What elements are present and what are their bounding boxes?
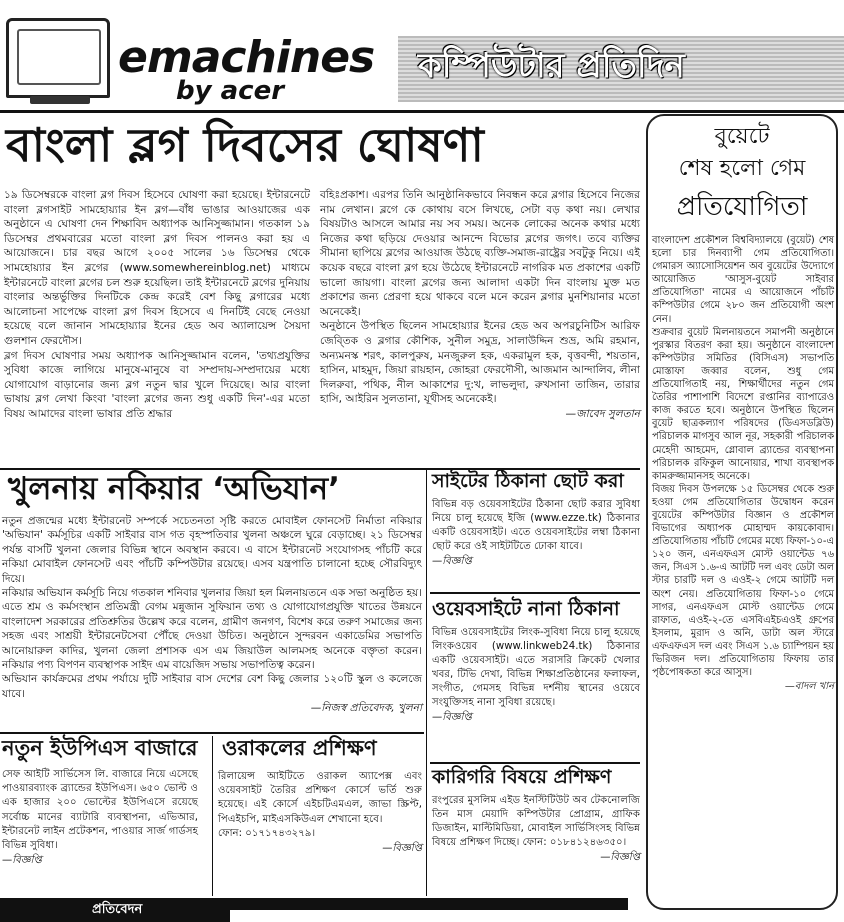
footer-panel (230, 910, 628, 922)
sidebar-headline-2: শেষ হলো গেম (678, 156, 806, 181)
khulna-paragraph: নকিয়ার অভিযান কর্মসূচি নিয়ে গতকাল শনিবার খুলনার জিয়া হল মিলনায়তনে এক সভা অনুষ্ঠিত হয়। এতে শ্রম ও কর্মসংস্থান প্রতিমন্ত্রী বেগম মন্নুজান সুফিয়ান তথ্য ও যোগাযোগপ্রযুক্তি খাতের উন্নয়নে বাংলাদেশ সরকারের প্রতিশ্রুতির উল্লেখ করে বলেন, গ্রামীণ জনগণ, বিশেষ করে তরুণ সমাজের জন্য সহজ এবং সাশ্রয়ী ইন্টারনেটসেবা পৌঁছে দেওয়া উচিত। অনুষ্ঠানে সুন্দরবন একাডেমির সভাপতি আনোয়ারুল কাদির, খুলনা জেলা প্রশাসক এস এম জিয়াউল আলমসহ অনেকে বক্তৃতা করেন। নকিয়ার পণ্য বিপণন ব্যবস্থাপক সাইদ এম বায়েজিদ সভায় সভাপতিত্ব করেন। (2, 587, 422, 672)
sidebar-paragraph: শুক্রবার বুয়েট মিলনায়তনে সমাপনী অনুষ্ঠানে পুরস্কার বিতরণ করা হয়। অনুষ্ঠানে বাংলাদেশ কম্পিউটার সমিতির (বিসিএস) সভাপতি মোস্তাফা জব্বার বলেন, শুধু গেম প্রতিযোগিতাই নয়, শিক্ষার্থীদের নতুন গেম তৈরির পাশাপাশি বিদেশে রপ্তানির ব্যাপারেও কাজ করতে হবে। অনুষ্ঠানে উপস্থিত ছিলেন বুয়েট ছাত্রকল্যাণ পরিষদের (ডিএসডব্লিউ) পরিচালক মাগসুব আল নূর, সহকারী পরিচালক মেহেদী আহমেদ, গ্লোবাল ব্র্যান্ডের ব্যবস্থাপনা পরিচালক রফিকুল আনোয়ার, শাখা ব্যবস্থাপক কামরুজ্জামানসহ অনেকে। (652, 326, 834, 482)
oracle-paragraph: রিলায়েন্স আইটিতে ওরাকল অ্যাপেক্স এবং ওয়েবসাইট তৈরির প্রশিক্ষণ কোর্সে ভর্তি শুরু হয়েছে। এই কোর্সে এইচটিএমএল, জাভা স্ক্রিপ্ট, পিএইচপি, মাইএসকিউএল শেখানো হবে। (218, 771, 422, 825)
tech-paragraph: রংপুরের মুসলিম এইড ইনস্টিটিউট অব টেকনোলজি তিন মাস মেয়াদি কম্পিউটার প্রোগ্রাম, গ্রাফিক ডিজাইন, মাল্টিমিডিয়া, মোবাইল সার্ভিসিংসহ বিভিন্ন বিষয়ে প্রশিক্ষণ দিচ্ছে। ফোন: ০১৮৪১২৪৬৩৫০। (432, 795, 640, 848)
oracle-headline: ওরাকলের প্রশিক্ষণ (222, 736, 377, 760)
ups-headline: নতুন ইউপিএস বাজারে (2, 736, 198, 760)
sidebar-paragraph: বাংলাদেশ প্রকৌশল বিশ্ববিদ্যালয়ে (বুয়েট) শেষ হলো চার দিনব্যাপী গেম প্রতিযোগিতা। গেমারস অ্যাসোসিয়েশন অব বুয়েটের উদ্যোগে আয়োজিত 'আসুস-বুয়েট সাইবার প্রতিযোগিতা' নামের এ আয়োজনে পাঁচটি কম্পিউটার গেমে ২৮০ জন প্রতিযোগী অংশ নেন। (652, 235, 834, 325)
column-divider (426, 470, 427, 896)
links-headline: ওয়েবসাইটে নানা ঠিকানা (432, 598, 620, 620)
sidebar-body (652, 234, 834, 694)
lead-col-1 (4, 188, 310, 422)
brand-logo: emachines (118, 32, 375, 83)
tech-headline: কারিগরি বিষয়ে প্রশিক্ষণ (432, 766, 612, 788)
oracle-byline: —বিজ্ঞপ্তি (382, 843, 422, 855)
site-short-paragraph: বিভিন্ন বড় ওয়েবসাইটের ঠিকানা ছোট করার সুবিধা নিয়ে চালু হয়েছে ইজি (www.ezze.tk) ঠিকানার একটি ওয়েবসাইট। এতে ওয়েবসাইটের লম্বা ঠিকানা ছোট করে ওই সাইটটিতে ঢোকা যাবে। (432, 499, 640, 552)
section-title: কম্পিউটার প্রতিদিন (418, 46, 685, 86)
khulna-body (2, 514, 422, 716)
site-short-headline: সাইটের ঠিকানা ছোট করা (432, 470, 624, 492)
sidebar-headline-3: প্রতিযোগিতা (676, 192, 808, 222)
section-rule (430, 762, 640, 764)
links-body (432, 626, 640, 725)
ups-paragraph: সেফ আইটি সার্ভিসেস লি. বাজারে নিয়ে এসেছে পাওয়ারব্যাংক ব্র্যান্ডের ইউপিএস। ৬৫০ ভোল্ট ও এক হাজার ২০০ ভোল্টের ইউপিএসে রয়েছে সর্বোচ্চ মানের ব্যাটারি ব্যবস্থাপনা, এভিআর, ইন্টারনেট লাইন প্রটেকশন, পাওয়ার সার্জ গার্ডসহ বিভিন্ন সুবিধা। (2, 769, 198, 852)
footer-label: প্রতিবেদন (92, 902, 143, 917)
section-rule (430, 592, 640, 594)
khulna-headline: খুলনায় নকিয়ার ‘অভিযান’ (8, 471, 340, 507)
masthead-rule (0, 110, 844, 113)
sidebar-paragraph: বিজয় দিবস উপলক্ষে ১৫ ডিসেম্বর থেকে শুরু হওয়া গেম প্রতিযোগিতার উদ্বোধন করেন বুয়েটের কম্পিউটার বিজ্ঞান ও প্রকৌশল বিভাগের অধ্যাপক মোহাম্মদ কায়কোবাদ। প্রতিযোগিতায় পাঁচটি গেমের মধ্যে ফিফা-১০-এ ১২০ জন, এনএফএস মোস্ট ওয়ান্টেড ৭৬ জন, সিএস ১.৬-এ আটটি দল এবং ডেটা অল স্টার চারটি দল ও এওই-২ গেমে আটটি দল অংশ নেয়। প্রতিযোগিতায় ফিফা-১০ গেমে সাগর, এনএফএস মোস্ট ওয়ান্টেড গেমে রাফাত, এওই-২-তে এসবিএইচএওই গ্রুপের ইসলাম, মুরাদ ও অনি, ডাটা অল স্টারে এফএফএস দল এবং সিএস ১.৬ চ্যাম্পিয়ন হয় ভিরিজন দল। প্রতিযোগিতায় ফিফায় তার পৃষ্ঠপোষকতা করে আসুস। (652, 483, 834, 679)
links-byline: —বিজ্ঞপ্তি (432, 712, 472, 723)
tech-body (432, 794, 640, 865)
khulna-byline: —নিজস্ব প্রতিবেদক, খুলনা (310, 702, 422, 715)
section-rule (0, 732, 424, 734)
brand-byline: by acer (176, 76, 285, 106)
khulna-paragraph: নতুন প্রজন্মের মধ্যে ইন্টারনেট সম্পর্কে সচেতনতা সৃষ্টি করতে মোবাইল ফোনসেট নির্মাতা নকিয়ার 'অভিযান' কর্মসূচির একটি সাইবার বাস গত বৃহস্পতিবার খুলনা অঞ্চলে ঘুরে বেড়াচ্ছে। ২১ ডিসেম্বর পর্যন্ত বাসটি খুলনা জেলার বিভিন্ন স্থানে অবস্থান করবে। এ বাসে ইন্টারনেট সংযোগসহ পাঁচটি করে নকিয়া মোবাইল ফোনসেট এবং পাঁচটি কম্পিউটার রয়েছে। এসব যন্ত্রপাতি চালানো হচ্ছে সৌরবিদ্যুৎ দিয়ে। (2, 515, 422, 585)
tech-byline: —বিজ্ঞপ্তি (600, 852, 640, 863)
ups-byline: —বিজ্ঞপ্তি (2, 855, 42, 867)
sidebar-byline: —বাদল খান (784, 681, 834, 693)
site-short-body (432, 498, 640, 569)
monitor-icon (6, 18, 110, 98)
monitor-stand (30, 96, 90, 104)
lead-paragraph: অনুষ্ঠানে উপস্থিত ছিলেন সামহোয়্যার ইনের হেড অব অপরচুনিটিস আরিফ জেব্তিক ও ব্লগার কৌশিক, সুনীল সমুদ্র, সালাউদ্দিন শুভ্র, অমি রহমান, অন্যমনস্ক শরৎ, কালপুরুষ, মনজুরুল হক, একরামুল হক, বৃত্তবন্দী, শয়তান, হাসিন, মাহমুদ, জিয়া রায়হান, জোহরা ফেরদৌসী, আজমান আন্দালিব, লীনা দিলরুবা, পথিক, নীল আকাশের দু:খ, লাভলুদা, রুখসানা তাজিন, তারার হাসি, আইরিন সুলতানা, যূথীসহ অনেকেই। (320, 320, 640, 406)
sidebar-headline-1: বুয়েটে (714, 124, 770, 149)
oracle-body (218, 770, 422, 856)
khulna-paragraph: অভিযান কার্যক্রমের প্রথম পর্যায়ে দুটি সাইবার বাস দেশের বেশ কিছু জেলার ১২০টি স্কুল ও কলেজে যাবে। (2, 673, 422, 700)
links-paragraph: বিভিন্ন ওয়েবসাইটের লিংক-সুবিধা নিয়ে চালু হয়েছে লিংকওয়েব (www.linkweb24.tk) ঠিকানার একটি ওয়েবসাইট। এতে সরাসরি ক্রিকেট খেলার খবর, টিভি দেখা, বিভিন্ন শিক্ষাপ্রতিষ্ঠানের ফলাফল, সংগীত, গেমসহ বিভিন্ন দর্শনীয় স্থানের ওয়েবে সংযুক্তিসহ নানা সুবিধা রয়েছে। (432, 627, 640, 708)
lead-paragraph: ব্লগ দিবস ঘোষণার সময় অধ্যাপক আনিসুজ্জামান বলেন, 'তথ্যপ্রযুক্তির সুবিধা কাজে লাগিয়ে মানুষে-মানুষে বা সম্প্রদায়-সম্প্রদায়ের মধ্যে যোগাযোগ বাড়ানোর জন্য ব্লগ নতুন দ্বার খুলে দিয়েছে। আর বাংলা ভাষায় ব্লগ লেখা কিংবা 'বাংলা ব্লগের জন্য শুধু একটি দিন'-এর মতো বিষয় আমাদের বাংলা ভাষার প্রতি শ্রদ্ধার (4, 349, 310, 420)
site-short-byline: —বিজ্ঞপ্তি (432, 556, 472, 567)
lead-paragraph: ১৯ ডিসেম্বরকে বাংলা ব্লগ দিবস হিসেবে ঘোষণা করা হয়েছে। ইন্টারনেটে বাংলা ব্লগসাইট সামহোয়্যার ইন ব্লগ—বাঁধ ভাঙার আওয়াজের এক অনুষ্ঠানে এ ঘোষণা দেন শিক্ষাবিদ অধ্যাপক আনিসুজ্জামান। গতকাল ১৯ ডিসেম্বর প্রথমবারের মতো বাংলা ব্লগ দিবস পালনও করা হয় এ আয়োজনে। চার বছর আগে ২০০৫ সালের ১৬ ডিসেম্বর থেকে সামহোয়্যার ইন ব্লগের (www.somewhereinblog.net) মাধ্যমে ইন্টারনেটে বাংলা ব্লগের চল শুরু হয়েছিল। তাই ইন্টারনেটে ব্লগের দুনিয়ায় বাংলার অন্তর্ভুক্তির দিনটিকে কেন্দ্র করেই বেশ কিছু ব্লগারের মধ্যে আলোচনা সাপেক্ষে বাংলা ব্লগ দিবস হিসেবে এ দিনটিই বেছে নেওয়া হয়েছে বলে জানান সামহোয়্যার ইনের হেড অব অ্যালায়েন্স সৈয়দা গুলশান ফেরদৌস। (4, 189, 310, 347)
lead-col-2 (320, 188, 640, 422)
lead-byline: —জাবেদ সুলতান (565, 407, 640, 420)
lead-headline: বাংলা ব্লগ দিবসের ঘোষণা (6, 118, 484, 172)
column-divider (212, 736, 213, 896)
lead-paragraph: বহিঃপ্রকাশ। এরপর তিনি আনুষ্ঠানিকভাবে নিবন্ধন করে ব্লগার হিসেবে নিজের নাম লেখান। ব্লগে কে কোথায় বসে লিখছে, সেটা বড় কথা নয়। লেখার বিষয়টাও আসলে আমার নয় সব সময়। অনেক লোকের অনেক কথার মধ্যে নিজের কথা ছড়িয়ে দেওয়ার আনন্দে বিভোর ব্লগের জগৎ। তবে ব্যক্তির সীমানা ছাপিয়ে ব্লগের আওয়াজ উঠছে ব্যক্তি-সমাজ-রাষ্ট্রের সবটুকু নিয়ে। এই কয়েক বছরে বাংলা ব্লগ হয়ে উঠেছে ইন্টারনেটে নাগরিক মত প্রকাশের একটি ভালো জায়গা। বাংলা ব্লগের জন্য আলাদা একটা দিন বাংলায় মুক্ত মত প্রকাশের জন্য প্রেরণা হয়ে থাকবে বলে মনে করেন ব্লগার মুনশিয়ানার মতো অনেকেই। (320, 189, 640, 318)
ups-body (2, 768, 198, 868)
oracle-phone: ফোন: ০১৭১৭৪৩২৭৯। (218, 827, 316, 839)
masthead (0, 0, 844, 112)
